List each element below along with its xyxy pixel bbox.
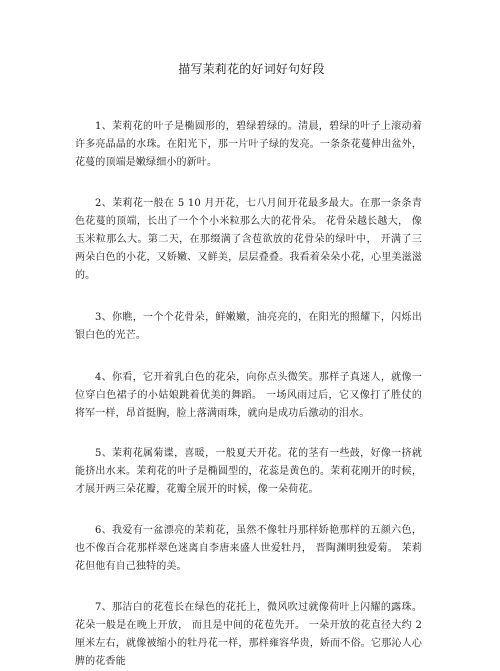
paragraph-2 <box>75 195 422 285</box>
paragraph-text: 7、那洁白的花苞长在绿色的花托上，微风吹过就像荷叶上闪耀的露珠。花朵一般是在晚上开放， 而且是中间的花苞先开。 一朵开放的花直径大约 2 厘米左右，就像被缩小的牡丹花一样，那样雍容华贵，娇而不俗。它那沁人心脾的花香能 <box>75 602 422 667</box>
document-title: 描写茉莉花的好词好句好段 <box>178 62 325 76</box>
paragraph-text: 4、你看，它开着乳白色的花朵，向你点头微笑。那样子真迷人，就像一位穿白色裙子的小姑娘跳着优美的舞蹈。 一场风雨过后，它又像打了胜仗的将军一样，昂首挺胸，脸上落满雨珠，就向是成功后激动的泪水。 <box>75 372 422 419</box>
paragraph-text: 3、你瞧，一个个花骨朵，鲜嫩嫩，油亮亮的，在阳光的照耀下，闪烁出银白色的光芒。 <box>75 312 422 341</box>
paragraph-4 <box>75 369 422 423</box>
paragraph-text: 2、茉莉花一般在 5 10 月开花，七八月间开花最多最大。在那一条条青色花蔓的顶端，长出了一个个小米粒那么大的花骨朵。 花骨朵越长越大， 像玉米粒那么大。第二天，在那缀满了含苞欲放的花骨朵的绿叶中， 开满了三两朵白色的小花，又娇嫩、又鲜美，层层叠叠。我看着朵朵小花，心里美滋滋的。 <box>75 198 422 281</box>
paragraph-3 <box>75 309 422 345</box>
paragraph-text: 5、茉莉花属菊谍，喜暖，一般夏天开花。花的茎有一些鼓，好像一挤就能挤出水来。茉莉花的叶子是椭圆型的，花蕊是黄色的。茉莉花刚开的时候，才展开两三朵花瓣，花瓣全展开的时候，像一朵荷花。 <box>75 448 422 495</box>
paragraph-7 <box>75 599 422 671</box>
paragraph-text: 6、我爱有一盆漂亮的茉莉花，虽然不像牡丹那样娇艳那样的五颜六色，也不像百合花那样翠色迷离自李唐来盛人世爱牡丹， 晋陶渊明独爱菊。 茉莉花但他有自己独特的美。 <box>75 525 422 572</box>
paragraph-5 <box>75 445 422 499</box>
paragraph-text: 1、茉莉花的叶子是椭圆形的，碧绿碧绿的。清晨，碧绿的叶子上滚动着许多亮晶晶的水珠。在阳光下，那一片叶子绿的发亮。一条条花蔓伸出盆外，花蔓的顶端是嫩绿细小的新叶。 <box>75 121 422 168</box>
paragraph-6 <box>75 522 422 576</box>
paragraph-1 <box>75 118 422 172</box>
